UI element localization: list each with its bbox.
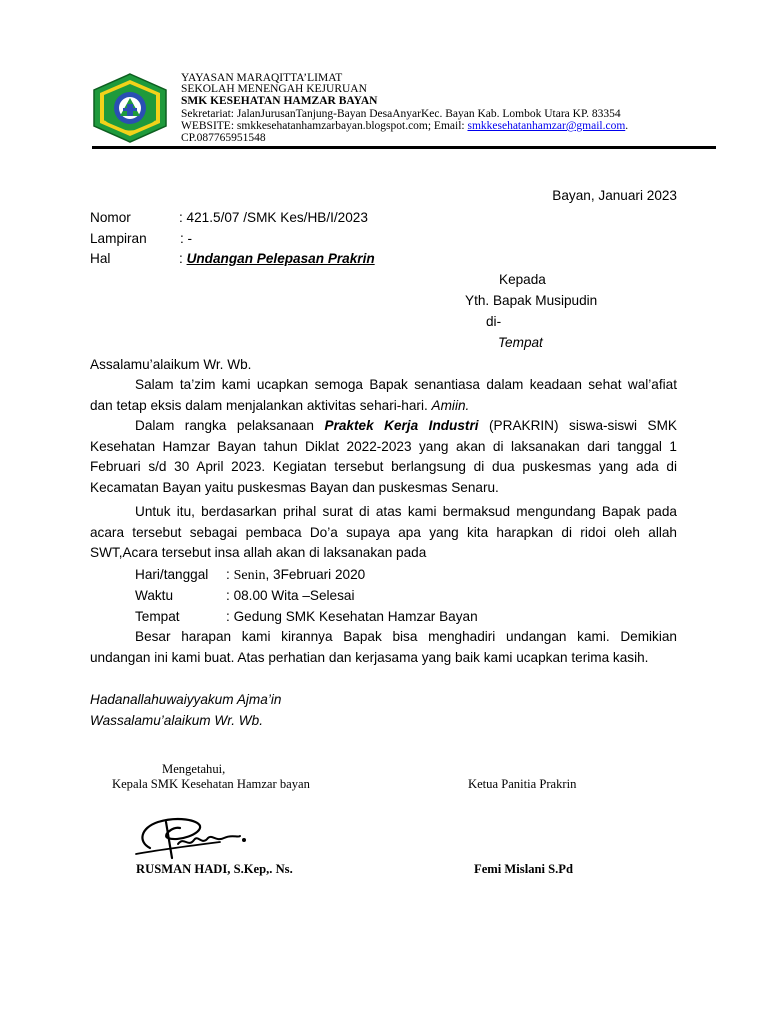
recipient-name: Yth. Bapak Musipudin — [465, 293, 598, 308]
schedule-value-time — [226, 588, 354, 603]
schedule-sep-date: : — [226, 567, 234, 582]
signature-left-name: RUSMAN HADI, S.Kep,. Ns. — [136, 862, 293, 876]
closing-prayer: Hadanallahuwaiyyakum Ajma’in — [90, 692, 282, 707]
paragraph-4 — [90, 627, 677, 668]
paragraph-1 — [90, 375, 677, 416]
paragraph-2 — [90, 416, 677, 498]
schedule-label-date: Hari/tanggal — [135, 567, 209, 582]
meta-value-hal — [179, 251, 375, 266]
school-logo — [90, 72, 170, 144]
recipient-di: di- — [486, 314, 502, 329]
paragraph-2-emphasis: Praktek Kerja Industri — [324, 418, 479, 433]
greeting: Assalamu’alaikum Wr. Wb. — [90, 357, 252, 372]
paragraph-1-text: Salam ta’zim kami ucapkan semoga Bapak senantiasa dalam keadaan sehat wal’afiat dan tetap eksis dalam menjalankan aktivitas sehari-hari. — [90, 377, 677, 413]
signature-left-title-2: Kepala SMK Kesehatan Hamzar bayan — [112, 777, 310, 791]
schedule-sep-place: : — [226, 609, 234, 624]
schedule-sep-time: : — [226, 588, 234, 603]
paragraph-3 — [90, 502, 677, 564]
schedule-date-text: , 3Februari 2020 — [265, 567, 366, 582]
letterhead-divider — [92, 146, 716, 149]
signature-left-title-1: Mengetahui, — [162, 762, 226, 776]
paragraph-2-text-b: (PRAKRIN) siswa-siswi SMK Kesehatan Hamzar Bayan tahun Diklat 2022-2023 yang akan di laksanakan dari tanggal 1 Februari s/d 30 April 2023. Kegiatan tersebut berlangsung di dua puskesmas yang ada di Kecamatan Bayan yaitu puskesmas Bayan dan puskesmas Senaru. — [90, 418, 677, 495]
recipient-to: Kepada — [499, 272, 546, 287]
schedule-label-time: Waktu — [135, 588, 174, 603]
meta-label-lampiran: Lampiran — [90, 231, 147, 246]
handwritten-signature — [128, 808, 268, 864]
letterhead-school-level: SEKOLAH MENENGAH KEJURUAN — [181, 83, 367, 95]
letterhead-contact-line — [181, 121, 628, 133]
meta-label-nomor: Nomor — [90, 210, 131, 225]
paragraph-2-text-a: Dalam rangka pelaksanaan — [135, 418, 325, 433]
letterhead-website: WEBSITE: smkkesehatanhamzarbayan.blogspot.com; Email: — [181, 120, 468, 132]
meta-label-hal: Hal — [90, 251, 111, 266]
signature-right-title: Ketua Panitia Prakrin — [468, 777, 577, 791]
email-suffix: . — [625, 120, 629, 132]
closing-salam: Wassalamu’alaikum Wr. Wb. — [90, 713, 263, 728]
meta-value-lampiran: : - — [180, 231, 193, 246]
subject-text: Undangan Pelepasan Prakrin — [186, 251, 375, 266]
meta-value-nomor: : 421.5/07 /SMK Kes/HB/I/2023 — [179, 210, 368, 225]
signature-right-name: Femi Mislani S.Pd — [474, 862, 574, 876]
letterhead-foundation: YAYASAN MARAQITTA’LIMAT — [181, 72, 343, 84]
schedule-day: Senin — [233, 568, 266, 583]
schedule-label-place: Tempat — [135, 609, 180, 624]
schedule-value-date — [226, 567, 365, 584]
recipient-place: Tempat — [498, 335, 543, 350]
letterhead-school-name: SMK KESEHATAN HAMZAR BAYAN — [181, 95, 378, 107]
schedule-value-place — [226, 609, 478, 624]
paragraph-3-text: Untuk itu, berdasarkan prihal surat di atas kami bermaksud mengundang Bapak pada acara tersebut sebagai pembaca Do’a supaya apa yang kita harapkan di ridoi oleh allah SWT,Acara tersebut insa allah akan di laksanakan pada — [90, 504, 677, 561]
letterhead-address: Sekretariat: JalanJurusanTanjung-Bayan DesaAnyarKec. Bayan Kab. Lombok Utara KP. 83354 — [181, 108, 621, 120]
email-link[interactable]: smkkesehatanhamzar@gmail.com — [467, 120, 626, 132]
letterhead-phone: CP.087765951548 — [181, 132, 266, 144]
meta-hal-prefix: : — [179, 251, 187, 266]
paragraph-1-amiin: Amiin. — [431, 397, 470, 413]
place-date: Bayan, Januari 2023 — [552, 188, 677, 203]
paragraph-4-text: Besar harapan kami kirannya Bapak bisa menghadiri undangan kami. Demikian undangan ini kami buat. Atas perhatian dan kerjasama yang baik kami ucapkan terima kasih. — [90, 629, 677, 665]
schedule-time-text: 08.00 Wita –Selesai — [233, 588, 355, 603]
schedule-place-text: Gedung SMK Kesehatan Hamzar Bayan — [233, 609, 478, 624]
